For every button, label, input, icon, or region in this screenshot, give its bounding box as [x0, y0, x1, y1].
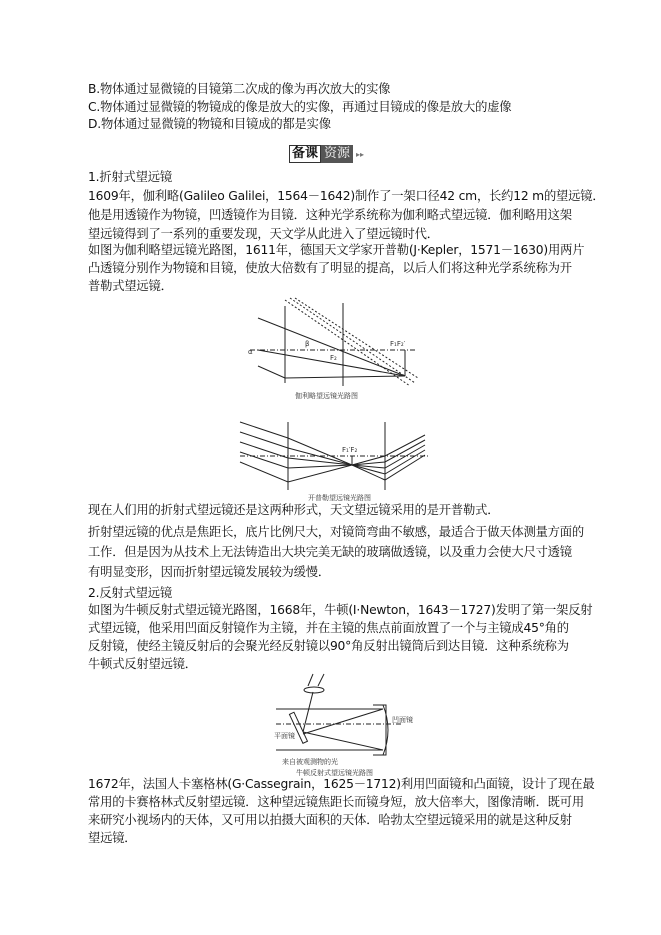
paragraph-line: 式望远镜，他采用凹面反射镜作为主镜，并在主镜的焦点前面放置了一个与主镜成45°角的: [88, 621, 569, 635]
paragraph-line: 望远镜．: [88, 831, 137, 845]
label-concave-mirror: 凹面镜: [392, 716, 413, 724]
paragraph-line: 如图为伽利略望远镜光路图，1611年，德国天文学家开普勒(J·Kepler，1571－1630)用两片: [88, 243, 585, 257]
section-banner: [289, 145, 364, 163]
option-d: D.物体通过显微镜的物镜和目镜成的都是实像: [88, 117, 331, 131]
paragraph-line: 1609年，伽利略(Galileo Galilei，1564－1642)制作了一架口径42 cm，长约12 m的望远镜．: [88, 189, 605, 203]
newton-diagram: [268, 672, 418, 777]
figure2-caption: 开普勒望远镜光路图: [308, 494, 371, 502]
galileo-diagram: [250, 298, 420, 403]
paragraph-line: 来研究小视场内的天体，又可用以拍摄大面积的天体．哈勃太空望远镜采用的就是这种反射: [88, 813, 572, 827]
label-f1f2-kepler: F₁′F₂: [342, 446, 358, 454]
option-c: C.物体通过显微镜的物镜成的像是放大的实像，再通过目镜成的像是放大的虚像: [88, 100, 512, 114]
paragraph-line: 凸透镜分别作为物镜和目镜，使放大倍数有了明显的提高，以后人们将这种光学系统称为开: [88, 261, 572, 275]
label-f2: F₂: [330, 354, 337, 362]
paragraph-line: 望远镜得到了一系列的重要发现，天文学从此进入了望远镜时代．: [88, 227, 439, 241]
paragraph-line: 工作．但是因为从技术上无法铸造出大块完美无缺的玻璃做透镜，以及重力会使大尺寸透镜: [88, 545, 572, 559]
section2-heading: 2.反射式望远镜: [88, 586, 172, 600]
option-b: B.物体通过显微镜的目镜第二次成的像为再次放大的实像: [88, 82, 391, 96]
figure1-caption: 伽利略望远镜光路图: [295, 392, 358, 400]
paragraph-line: 普勒式望远镜．: [88, 279, 173, 293]
paragraph-line: 有明显变形，因而折射望远镜发展较为缓慢．: [88, 565, 330, 579]
kepler-diagram: [240, 410, 430, 502]
banner-part2: 资源: [321, 145, 353, 163]
paragraph-line: 现在人们用的折射式望远镜还是这两种形式，天文望远镜采用的是开普勒式．: [88, 503, 500, 517]
paragraph-line: 常用的卡赛格林式反射望远镜．这种望远镜焦距长而镜身短，放大倍率大，图像清晰．既可用: [88, 795, 584, 809]
label-incoming-light: 来自被观测物的光: [282, 758, 338, 766]
arrow-icon: ▸▸: [356, 149, 365, 159]
figure3-caption: 牛顿反射式望远镜光路图: [296, 769, 373, 777]
paragraph-line: 牛顿式反射望远镜．: [88, 657, 197, 671]
paragraph-line: 折射望远镜的优点是焦距长，底片比例尺大，对镜筒弯曲不敏感，最适合于做天体测量方面的: [88, 525, 584, 539]
banner-part1: 备课: [289, 145, 321, 163]
label-alpha: α: [248, 348, 253, 356]
label-plane-mirror: 平面镜: [274, 732, 295, 740]
paragraph-line: 如图为牛顿反射式望远镜光路图，1668年，牛顿(I·Newton，1643－1727)发明了第一架反射: [88, 603, 593, 617]
label-f1f2: F₁F₂′: [390, 340, 406, 348]
paragraph-line: 他是用透镜作为物镜，凹透镜作为目镜．这种光学系统称为伽利略式望远镜．伽利略用这架: [88, 208, 572, 222]
label-beta: β: [305, 340, 310, 348]
paragraph-line: 1672年，法国人卡塞格林(G·Cassegrain，1625－1712)利用凹面镜和凸面镜，设计了现在最: [88, 777, 595, 791]
paragraph-line: 反射镜，使经主镜反射后的会聚光经反射镜以90°角反射出镜筒后到达目镜．这种系统称为: [88, 639, 569, 653]
section1-heading: 1.折射式望远镜: [88, 170, 172, 184]
